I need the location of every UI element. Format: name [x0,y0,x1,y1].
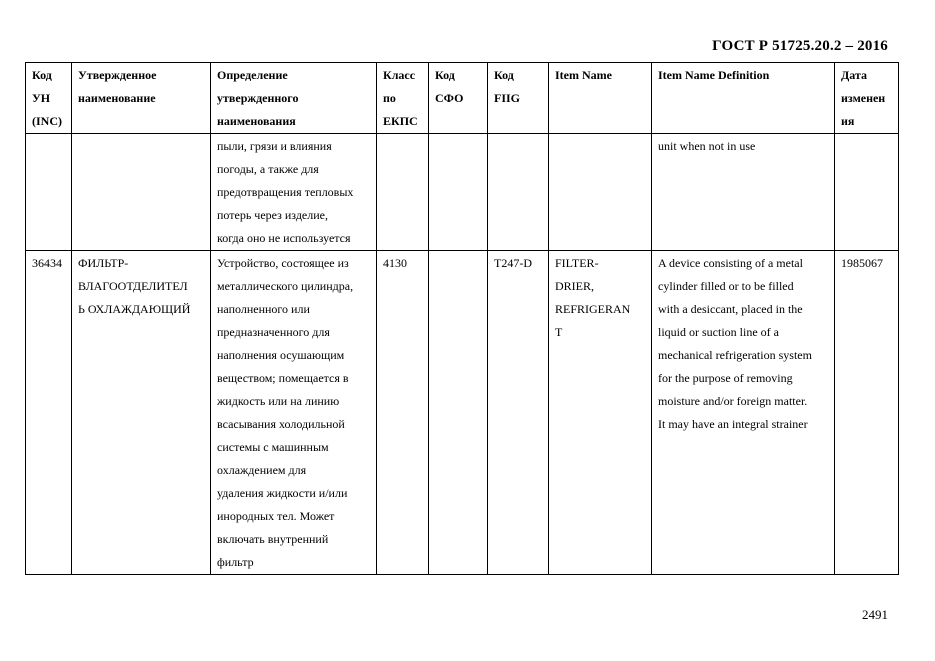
cell-sfo-code [429,251,488,575]
text-line: металлического цилиндра, [217,279,354,293]
text-line: Item Name Definition [658,68,770,82]
text-line: утвержденного [217,91,299,105]
cell-definition-en [652,134,835,251]
text-line: It may have an integral strainer [658,417,808,431]
header-sfo-code [429,63,488,134]
cell-approved-name [72,251,211,575]
nomenclature-table [25,62,899,575]
cell-ekps-class: 4130 [377,251,429,575]
text-line: системы с машинным [217,440,329,454]
text-line: Дата [841,68,867,82]
text-line: Определение [217,68,288,82]
text-line: liquid or suction line of a [658,325,779,339]
text-line: Item Name [555,68,612,82]
text-line: наименования [217,114,296,128]
text-line: Код [435,68,455,82]
text-line: with a desiccant, placed in the [658,302,803,316]
text-line: когда оно не используется [217,231,351,245]
text-line: по [383,91,396,105]
text-line: DRIER, [555,279,594,293]
cell-fiig-code [488,134,549,251]
text-line: FILTER- [555,256,599,270]
text-line: инородных тел. Может [217,509,335,523]
page-number: 2491 [862,607,888,622]
header-date-changed [835,63,899,134]
text-line: moisture and/or foreign matter. [658,394,808,408]
header-item-name-definition [652,63,835,134]
table-row-continuation [26,134,899,251]
text-line: ия [841,114,855,128]
text-line: изменен [841,91,886,105]
cell-definition-en [652,251,835,575]
text-line: наполнения осушающим [217,348,345,362]
header-ekps-class [377,63,429,134]
text-line: УН [32,91,51,105]
cell-sfo-code [429,134,488,251]
cell-fiig-code: T247-D [488,251,549,575]
text-line: потерь через изделие, [217,208,328,222]
text-line: погоды, а также для [217,162,319,176]
text-line: всасывания холодильной [217,417,345,431]
text-line: Класс [383,68,416,82]
text-line: Утвержденное [78,68,157,82]
text-line: наименование [78,91,156,105]
cell-date-changed [835,134,899,251]
header-fiig-code [488,63,549,134]
text-line: удаления жидкости и/или [217,486,348,500]
text-line: FIIG [494,91,521,105]
cell-item-name [549,134,652,251]
header-item-name [549,63,652,134]
text-line: Код [32,68,52,82]
header-inc [26,63,72,134]
document-code: ГОСТ Р 51725.20.2 – 2016 [712,38,888,54]
cell-inc [26,134,72,251]
text-line: mechanical refrigeration system [658,348,812,362]
text-line: ФИЛЬТР- [78,256,129,270]
text-line: веществом; помещается в [217,371,349,385]
cell-inc: 36434 [26,251,72,575]
header-definition [211,63,377,134]
text-line: cylinder filled or to be filled [658,279,794,293]
cell-date-changed: 1985067 [835,251,899,575]
text-line: for the purpose of removing [658,371,793,385]
text-line: ЕКПС [383,114,418,128]
cell-definition-ru [211,251,377,575]
text-line: REFRIGERAN [555,302,631,316]
header-row [26,63,899,134]
cell-approved-name [72,134,211,251]
cell-ekps-class [377,134,429,251]
text-line: (INC) [32,114,62,128]
text-line: включать внутренний [217,532,329,546]
table-row-entry [26,251,899,575]
text-line: предотвращения тепловых [217,185,354,199]
cell-definition-ru [211,134,377,251]
text-line: предназначенного для [217,325,330,339]
text-line: Устройство, состоящее из [217,256,349,270]
text-line: Код [494,68,514,82]
text-line: unit when not in use [658,139,756,153]
text-line: пыли, грязи и влияния [217,139,332,153]
header-approved-name [72,63,211,134]
text-line: ВЛАГООТДЕЛИТЕЛ [78,279,188,293]
text-line: жидкость или на линию [217,394,340,408]
text-line: A device consisting of a metal [658,256,803,270]
cell-item-name [549,251,652,575]
text-line: наполненного или [217,302,310,316]
text-line: фильтр [217,555,254,569]
text-line: T [555,325,563,339]
text-line: охлаждением для [217,463,307,477]
text-line: СФО [435,91,464,105]
text-line: Ь ОХЛАЖДАЮЩИЙ [78,302,191,316]
